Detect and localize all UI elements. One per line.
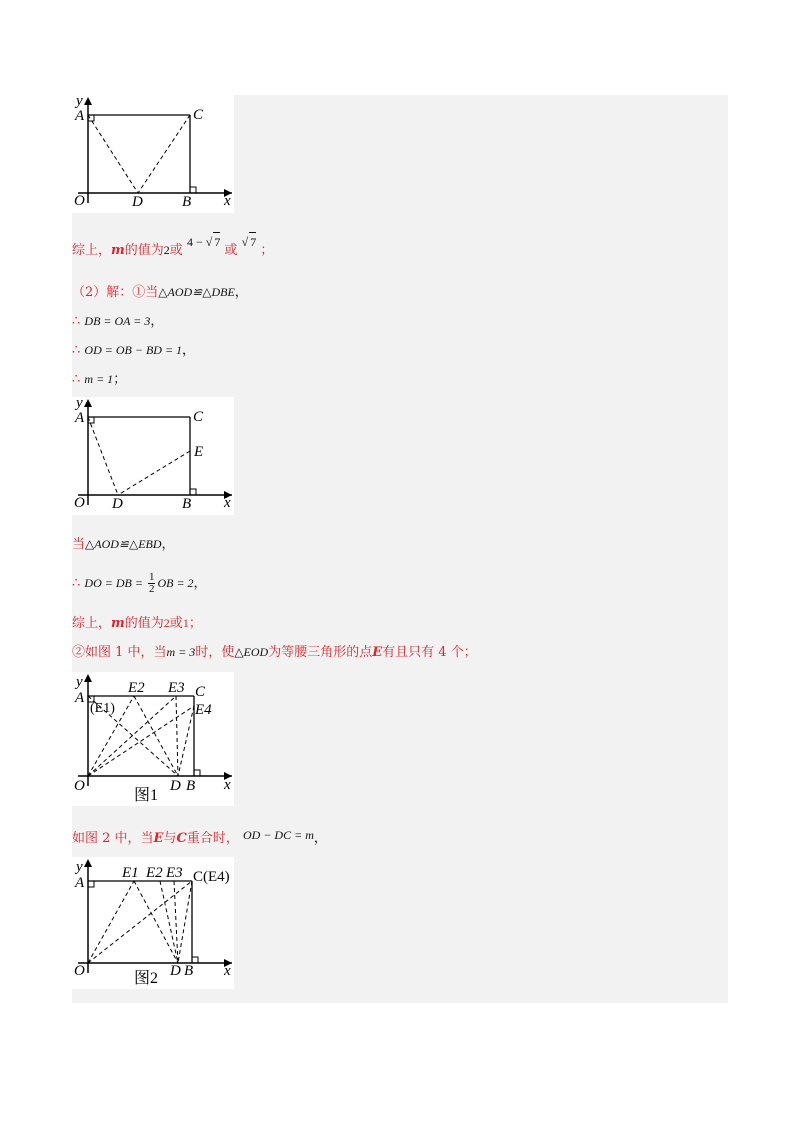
text: ，	[193, 576, 207, 591]
step-line-3	[72, 312, 163, 331]
point-e: E	[372, 645, 383, 660]
equation: m = 3	[166, 645, 196, 659]
text: 重合时，	[186, 831, 239, 846]
conclusion-line-8	[72, 614, 202, 633]
point-e-label: E	[194, 444, 204, 460]
point-d-label: D	[132, 194, 143, 210]
value: 2	[163, 243, 170, 257]
axis-x-label: x	[224, 963, 231, 979]
step-line-4	[72, 341, 195, 360]
point-a-label: A	[75, 410, 85, 426]
point-o-label: O	[74, 963, 85, 979]
figure-rectangle-point-e	[72, 397, 234, 515]
equation: DB = OA = 3	[84, 314, 151, 328]
text: 如图 2 中，当	[72, 831, 154, 846]
figure-rectangle-isosceles	[72, 95, 234, 213]
case-line-6	[72, 535, 175, 554]
axis-y-label: y	[76, 674, 83, 690]
equation: OD − DC = m	[243, 828, 314, 842]
text: 有且只有 4 个；	[382, 645, 477, 660]
text: 为等腰三角形的点	[268, 645, 373, 660]
equation: m = 1	[84, 372, 114, 386]
axis-y-label: y	[76, 95, 83, 109]
text: （2）解：①当	[72, 285, 159, 300]
point-e2-label: E2	[128, 680, 145, 696]
text: 的值为	[124, 616, 164, 631]
text: 当	[72, 537, 86, 552]
step-line-5	[72, 370, 126, 389]
text: 或	[169, 616, 183, 631]
text: 综上，	[72, 616, 112, 631]
point-e2-label: E2	[146, 865, 163, 881]
text: ；	[188, 616, 202, 631]
point-e3-label: E3	[168, 680, 185, 696]
radicand: 7	[249, 232, 256, 251]
text: 与	[163, 831, 177, 846]
point-b-label: B	[186, 778, 196, 794]
text: ，	[161, 537, 175, 552]
text: ，	[234, 285, 248, 300]
figure-caption: 图1	[134, 787, 159, 804]
figure-2-isosceles-cases	[72, 857, 234, 989]
text: ；	[260, 243, 274, 258]
var-m: m	[111, 243, 125, 258]
numerator: 1	[148, 571, 155, 583]
point-d-label: D	[170, 963, 181, 979]
point-c-label: C	[193, 409, 204, 425]
point-o-label: O	[74, 193, 85, 209]
value: 1	[182, 616, 189, 630]
figure-caption: 图2	[134, 970, 159, 987]
part-2-heading	[72, 283, 248, 302]
therefore-symbol: ∴	[72, 372, 81, 387]
text: ②如图 1 中，当	[72, 645, 167, 660]
equation-part: OB = 2	[157, 576, 194, 590]
point-a-label: A	[75, 108, 85, 124]
point-b-label: B	[182, 496, 192, 512]
text: 综上，	[72, 243, 112, 258]
axis-y-label: y	[76, 859, 83, 875]
axis-x-label: x	[224, 777, 231, 793]
expr-4-minus-sqrt7	[187, 235, 220, 249]
axis-y-label: y	[76, 397, 83, 411]
text: 或	[224, 243, 238, 258]
denominator: 2	[148, 583, 155, 595]
congruence-expr: △AOD≌△EBD	[85, 537, 162, 551]
point-c: C	[176, 831, 187, 846]
text: ，	[150, 314, 164, 329]
point-e: E	[153, 831, 164, 846]
point-a-label: A	[75, 875, 85, 891]
point-a-label: A	[75, 690, 85, 706]
congruence-expr: △AOD≌△DBE	[158, 285, 235, 299]
conclusion-line-1	[72, 235, 274, 260]
point-b-label: B	[182, 194, 192, 210]
therefore-symbol: ∴	[72, 576, 81, 591]
expr-part: 4 −	[186, 235, 206, 249]
axis-x-label: x	[224, 495, 231, 511]
point-e1-label: E1	[122, 865, 139, 881]
figure-2-svg	[72, 397, 234, 515]
text: ，	[182, 343, 196, 358]
therefore-symbol: ∴	[72, 343, 81, 358]
sqrt-sign: √	[241, 235, 249, 249]
text: 时，使	[195, 645, 235, 660]
step-line-7	[72, 572, 207, 595]
therefore-symbol: ∴	[72, 314, 81, 329]
point-o-label: O	[74, 495, 85, 511]
point-e4-label: E4	[195, 702, 212, 718]
sqrt-sign: √	[205, 235, 213, 249]
triangle-expr: △EOD	[234, 645, 269, 659]
point-c-label: C	[193, 107, 204, 123]
point-e1-label: (E1)	[90, 701, 115, 716]
equation-part: DO = DB =	[84, 576, 146, 590]
fraction-half	[148, 572, 156, 595]
value: 2	[163, 616, 170, 630]
expr-sqrt7	[242, 235, 257, 249]
figure-2-intro-line	[72, 829, 327, 848]
point-d-label: D	[112, 496, 123, 512]
figure-1-svg	[72, 95, 234, 213]
point-o-label: O	[74, 778, 85, 794]
point-b-label: B	[184, 963, 194, 979]
part-2-sub-line-9	[72, 643, 477, 662]
point-e3-label: E3	[166, 865, 183, 881]
axis-x-label: x	[224, 193, 231, 209]
figure-3-svg	[72, 672, 234, 806]
var-m: m	[111, 616, 125, 631]
text: 或	[169, 243, 183, 258]
equation: OD = OB − BD = 1	[84, 343, 183, 357]
point-d-label: D	[170, 778, 181, 794]
radicand: 7	[213, 232, 220, 251]
text: ，	[313, 831, 327, 846]
figure-4-svg	[72, 857, 234, 989]
point-c-label: C	[195, 684, 206, 700]
point-c-e4-label: C(E4)	[193, 869, 230, 885]
figure-1-isosceles-cases	[72, 672, 234, 806]
text: ；	[113, 372, 127, 387]
text: 的值为	[124, 243, 164, 258]
